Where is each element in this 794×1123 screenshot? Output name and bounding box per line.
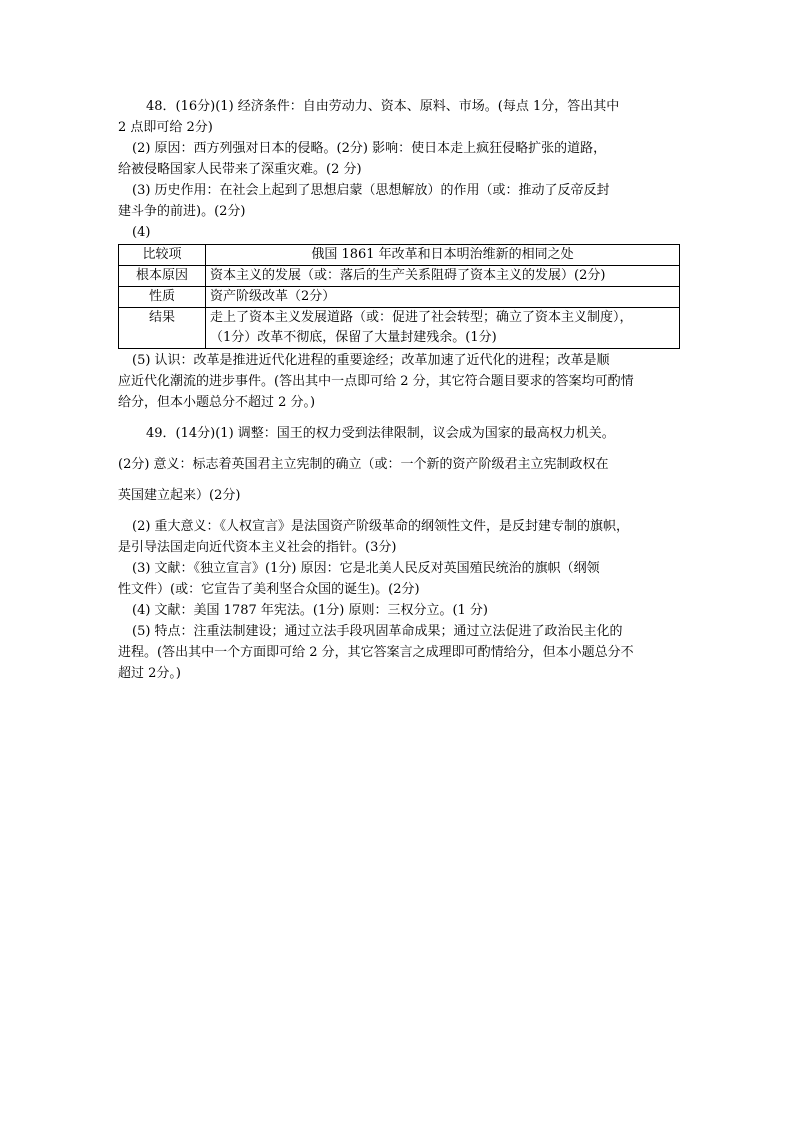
table-row	[119, 308, 680, 349]
table-row-value: 资本主义的发展（或：落后的生产关系阻碍了资本主义的发展）(2分)	[206, 266, 680, 287]
q49-part1-b: (2分) 意义：标志着英国君主立宪制的确立（或：一个新的资产阶级君主立宪制政权在	[118, 457, 609, 472]
q48-part2: (2) 原因：西方列强对日本的侵略。(2分) 影响：使日本走上疯狂侵略扩张的道路，	[132, 141, 607, 156]
q48-part5-cont1: 应近代化潮流的进步事件。(答出其中一点即可给 2 分，其它符合题目要求的答案均可酌情	[118, 374, 634, 389]
q49-part4: (4) 文献：美国 1787 年宪法。(1分) 原则：三权分立。(1 分)	[132, 603, 488, 618]
table-row	[119, 266, 680, 287]
q49-part1-c: 英国建立起来）(2分)	[118, 488, 241, 503]
q49-part1: 49．(14分)(1) 调整：国王的权力受到法律限制，议会成为国家的最高权力机关。	[146, 426, 615, 441]
q49-part2: (2) 重大意义：《人权宣言》是法国资产阶级革命的纲领性文件，是反封建专制的旗帜，	[132, 519, 630, 534]
q49-part3: (3) 文献：《独立宣言》(1分) 原因：它是北美人民反对英国殖民统治的旗帜（纲领	[132, 561, 600, 576]
q49-part3-cont: 性文件）(或：它宣告了美利坚合众国的诞生)。(2分)	[118, 582, 420, 597]
table-row-value: 资产阶级改革（2分）	[206, 287, 680, 308]
q48-part3-cont: 建斗争的前进)。(2分)	[118, 204, 246, 219]
table-row-value	[206, 308, 680, 349]
table-row	[119, 287, 680, 308]
q48-part5-cont2: 给分，但本小题总分不超过 2 分。)	[118, 395, 316, 410]
table-row-key: 性质	[119, 287, 206, 308]
q48-part1-cont: 2 点即可给 2分)	[118, 120, 213, 135]
comparison-table	[118, 244, 680, 349]
table-row-value-line2: （1分）改革不彻底，保留了大量封建残余。(1分)	[210, 330, 497, 345]
q49-part5-cont1: 进程。(答出其中一个方面即可给 2 分，其它答案言之成理即可酌情给分，但本小题总分不	[118, 645, 634, 660]
q48-part4-label: (4)	[132, 225, 151, 240]
q48-part5: (5) 认识：改革是推进近代化进程的重要途经；改革加速了近代化的进程；改革是顺	[132, 353, 610, 368]
q48-part3: (3) 历史作用：在社会上起到了思想启蒙（思想解放）的作用（或：推动了反帝反封	[132, 183, 610, 198]
q49-part5: (5) 特点：注重法制建设；通过立法手段巩固革命成果；通过立法促进了政治民主化的	[132, 624, 623, 639]
q48-part2-cont: 给被侵略国家人民带来了深重灾难。(2 分)	[118, 162, 362, 177]
table-row-value-line1: 走上了资本主义发展道路（或：促进了社会转型；确立了资本主义制度），	[210, 310, 633, 325]
table-header-content: 俄国 1861 年改革和日本明治维新的相同之处	[206, 245, 680, 266]
q48-part1: 48．(16分)(1) 经济条件：自由劳动力、资本、原料、市场。(每点 1分，答出其中	[146, 99, 620, 114]
table-header-row	[119, 245, 680, 266]
q49-part2-cont: 是引导法国走向近代资本主义社会的指针。(3分)	[118, 540, 397, 555]
q49-part5-cont2: 超过 2分。)	[118, 666, 181, 681]
table-row-key: 结果	[119, 308, 206, 349]
table-row-key: 根本原因	[119, 266, 206, 287]
answer-document	[118, 96, 680, 684]
table-header-item: 比较项	[119, 245, 206, 266]
